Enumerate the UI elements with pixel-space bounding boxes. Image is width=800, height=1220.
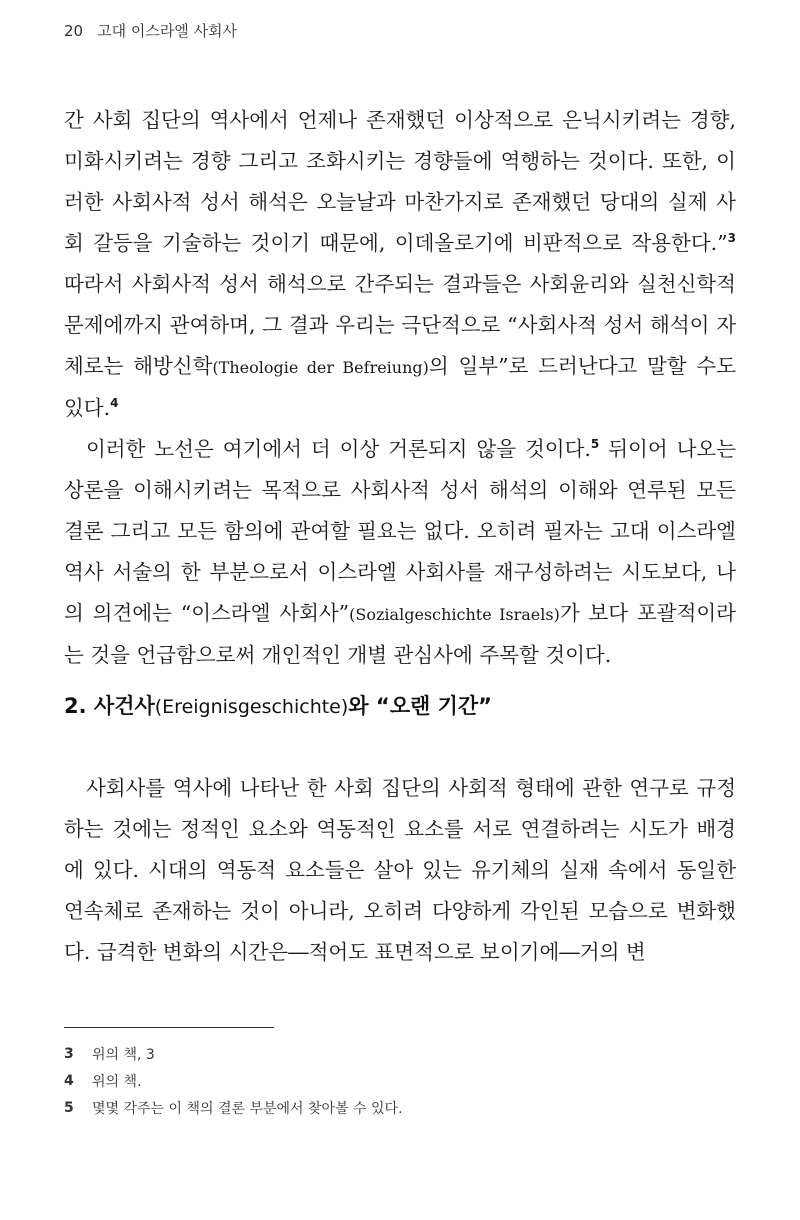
footnote-3: 3 위의 책, 3 (64, 1045, 155, 1063)
footnotes (64, 1040, 403, 1121)
footnote-4: 4 위의 책. (64, 1072, 142, 1090)
footnote-5: 5 몇몇 각주는 이 책의 결론 부분에서 찾아볼 수 있다. (64, 1099, 403, 1117)
running-header (64, 20, 237, 41)
section-heading: 2. 사건사(Ereignisgeschichte)와 “오랜 기간” (64, 694, 492, 718)
paragraph-2: 이러한 노선은 여기에서 더 이상 거론되지 않을 것이다.$^5$ 뒤이어 나오는 상론을 이해시키려는 목적으로 사회사적 성서 해석의 이해와 연루된 모든 결론 그리고 모든 함의에 관여할 필요는 없다. 오히려 필자는 고대 이스라엘 역사 서술의 한 부분으로서 이스라엘 사회사를 재구성하려는 시도보다, 나의 의견에는 “이스라엘 사회사”(Sozialgeschichte Israels)가 보다 포괄적이라는 것을 언급함으로써 개인적인 개별 관심사에 주목할 것이다. (64, 437, 737, 667)
page-number: 20 (64, 22, 84, 40)
footnote-ref-4[interactable]: 4 (110, 396, 119, 411)
book-title: 고대 이스라엘 사회사 (97, 22, 238, 40)
footnote-ref-3[interactable]: 3 (727, 231, 736, 246)
paragraph-3: 사회사를 역사에 나타난 한 사회 집단의 사회적 형태에 관한 연구로 규정하는 것에는 정적인 요소와 역동적인 요소를 서로 연결하려는 시도가 배경에 있다. 시대의 역동적 요소들은 살아 있는 유기체의 실재 속에서 동일한 연속체로 존재하는 것이 아니라, 오히려 다양하게 각인된 모습으로 변화했다. 급격한 변화의 시간은―적어도 표면적으로 보이기에―거의 변 (64, 776, 736, 964)
footnote-ref-5[interactable]: 5 (590, 437, 600, 452)
main-text (64, 100, 736, 676)
section-text (64, 768, 736, 973)
paragraph-1: 간 사회 집단의 역사에서 언제나 존재했던 이상적으로 은닉시키려는 경향, 미화시키려는 경향 그리고 조화시키는 경향들에 역행하는 것이다. 또한, 이러한 사회사적 성서 해석은 오늘날과 마찬가지로 존재했던 당대의 실제 사회 갈등을 기술하는 것이기 때문에, 이데올로기에 비판적으로 작용한다.”$^3$ 따라서 사회사적 성서 해석으로 간주되는 결과들은 사회윤리와 실천신학적 문제에까지 관여하며, 그 결과 우리는 극단적으로 “사회사적 성서 해석이 자체로는 해방신학(Theologie der Befreiung)의 일부”로 드러난다고 말할 수도 있다.$^4$ (64, 108, 736, 420)
footnote-divider (64, 1027, 274, 1028)
